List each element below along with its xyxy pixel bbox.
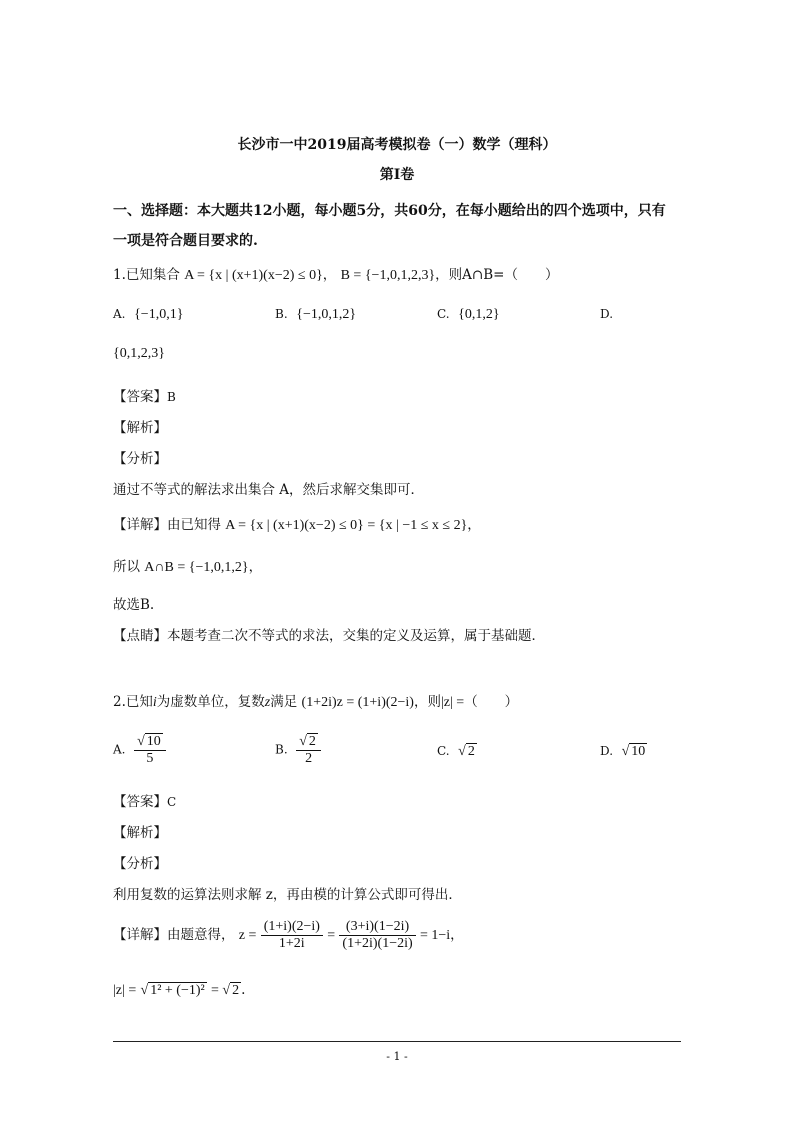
- q2-option-b: [275, 733, 321, 767]
- q1-set-a: A = {x | (x+1)(x−2) ≤ 0}: [184, 268, 323, 283]
- q2-i-var: i: [152, 695, 157, 710]
- q1-comment-text: 本题考查二次不等式的求法，交集的定义及运算，属于基础题．: [167, 628, 545, 644]
- page-number: - 1 -: [386, 1050, 408, 1063]
- q2-fenxi-text: 利用复数的运算法则求解 z，再由模的计算公式即可得出．: [113, 887, 462, 903]
- q1-tail: ，则A∩B=（ ）: [435, 267, 559, 283]
- q2-option-a-label: A.: [113, 742, 126, 757]
- q2-fraction-2-num: (3+i)(1−2i): [339, 919, 415, 936]
- q2-mid1: 为虚数单位，复数: [156, 694, 265, 710]
- q2-option-b-fraction: $\frac{√ 2}{2}$: [296, 733, 321, 767]
- q1-option-b-value: {−1,0,1,2}: [296, 307, 357, 322]
- q2-fraction-2: [339, 919, 415, 952]
- q1-detail-text: 由已知得: [167, 517, 221, 533]
- q1-option-c-value: {0,1,2}: [458, 307, 500, 322]
- q1-answer-value: B: [167, 390, 176, 404]
- q2-z-eq: z =: [238, 928, 257, 943]
- q1-comma: ，: [322, 267, 337, 283]
- q2-option-c-value: 2: [467, 744, 475, 759]
- q2-abs-z: |z| =: [440, 695, 465, 710]
- page-subtitle: 第Ⅰ卷: [379, 167, 415, 183]
- q2-mid3: ，则: [413, 694, 441, 710]
- q2-option-d-value: 10: [631, 744, 646, 759]
- q1-set-b: B = {−1,0,1,2,3}: [340, 268, 436, 283]
- q1-option-b: [275, 306, 356, 323]
- q2-stem: [113, 690, 518, 711]
- q2-fraction-1: [261, 919, 323, 952]
- q2-fraction-2-den: (1+2i)(1−2i): [342, 936, 413, 951]
- q1-option-a: [113, 306, 183, 323]
- q2-option-d: D. √ 10: [600, 744, 646, 759]
- q2-mid2: 满足: [270, 694, 298, 710]
- q2-modulus: |z| = √ 1² + (−1)² = √ 2 .: [113, 982, 246, 998]
- q2-mod-rhs: =: [211, 983, 223, 998]
- q1-detail: [113, 513, 481, 534]
- q2-detail: [113, 919, 464, 952]
- q1-option-a-value: {−1,0,1}: [134, 307, 184, 322]
- q2-option-d-label: D.: [600, 744, 614, 758]
- q2-option-c: C. √ 2: [437, 744, 475, 759]
- q2-analysis-tag: 【解析】: [113, 825, 167, 841]
- q1-option-d-label: D.: [600, 307, 614, 321]
- q2-mod-value: 2: [232, 983, 240, 998]
- q2-eq-sign: =: [327, 928, 336, 943]
- q1-answer: [113, 385, 176, 405]
- q2-detail-text: 由题意得，: [167, 927, 235, 943]
- q1-option-d: [600, 306, 613, 322]
- q1-option-d-value: {0,1,2,3}: [113, 346, 165, 361]
- q1-detail-tag: 【详解】: [113, 517, 167, 533]
- q1-fenxi-text: 通过不等式的解法求出集合 A，然后求解交集即可．: [113, 482, 425, 498]
- q1-prefix: 1.已知集合: [113, 267, 180, 283]
- q1-detail-end: ，: [467, 517, 481, 533]
- footer-divider: [113, 1041, 681, 1042]
- q1-comment-tag: 【点睛】: [113, 628, 167, 644]
- section-heading-line2: 一项是符合题目要求的.: [113, 233, 258, 249]
- q2-result-end: ，: [450, 927, 464, 943]
- q1-detail-math: A = {x | (x+1)(x−2) ≤ 0} = {x | −1 ≤ x ≤ 2}: [225, 518, 468, 533]
- q2-fraction-1-den: 1+2i: [278, 936, 305, 951]
- q2-option-b-label: B.: [275, 742, 288, 757]
- q2-option-a: [113, 733, 166, 767]
- q1-answer-tag: 【答案】: [113, 389, 167, 405]
- q2-mod-end: .: [241, 982, 246, 998]
- q1-comment: [113, 624, 545, 644]
- q1-option-a-label: A.: [113, 307, 126, 321]
- q2-fraction-1-num: (1+i)(2−i): [261, 919, 323, 936]
- q2-option-a-den: 5: [146, 751, 154, 766]
- q1-so-text: 所以: [113, 559, 140, 575]
- q1-so: [113, 555, 262, 576]
- q2-answer-value: C: [167, 795, 177, 809]
- q2-answer: [113, 790, 176, 810]
- q2-detail-tag: 【详解】: [113, 927, 167, 943]
- q1-fenxi-tag: 【分析】: [113, 451, 167, 467]
- q1-so-math: A∩B = {−1,0,1,2}: [144, 560, 249, 575]
- q2-option-c-label: C.: [437, 744, 450, 758]
- q2-option-a-num: 10: [146, 734, 161, 749]
- q2-mod-lhs: |z| =: [113, 983, 137, 998]
- q2-option-b-den: 2: [305, 751, 313, 766]
- q1-so-end: ，: [248, 559, 263, 575]
- q1-option-c-label: C.: [437, 307, 450, 321]
- section-heading-line1: 一、选择题：本大题共12小题，每小题5分，共60分，在每小题给出的四个选项中，只有: [113, 203, 666, 219]
- q1-option-c: [437, 306, 500, 323]
- q2-answer-tag: 【答案】: [113, 794, 167, 810]
- q2-option-b-num: 2: [308, 734, 316, 749]
- q1-option-b-label: B.: [275, 307, 288, 321]
- q2-mod-root: 1² + (−1)²: [150, 983, 205, 998]
- page-title: 长沙市一中2019届高考模拟卷（一）数学（理科）: [237, 137, 557, 153]
- q2-prefix: 2.已知: [113, 694, 153, 710]
- q2-option-a-fraction: $\frac{√ 10}{5}$: [134, 733, 166, 767]
- q2-fenxi-tag: 【分析】: [113, 856, 167, 872]
- q1-stem: [113, 263, 558, 284]
- q2-result: = 1−i: [419, 928, 451, 943]
- q1-analysis-tag: 【解析】: [113, 420, 167, 436]
- q2-equation: (1+2i)z = (1+i)(2−i): [301, 695, 414, 710]
- q1-choose: 故选B.: [113, 597, 155, 613]
- q2-tail: （ ）: [464, 694, 519, 710]
- q2-z-var: z: [264, 695, 271, 710]
